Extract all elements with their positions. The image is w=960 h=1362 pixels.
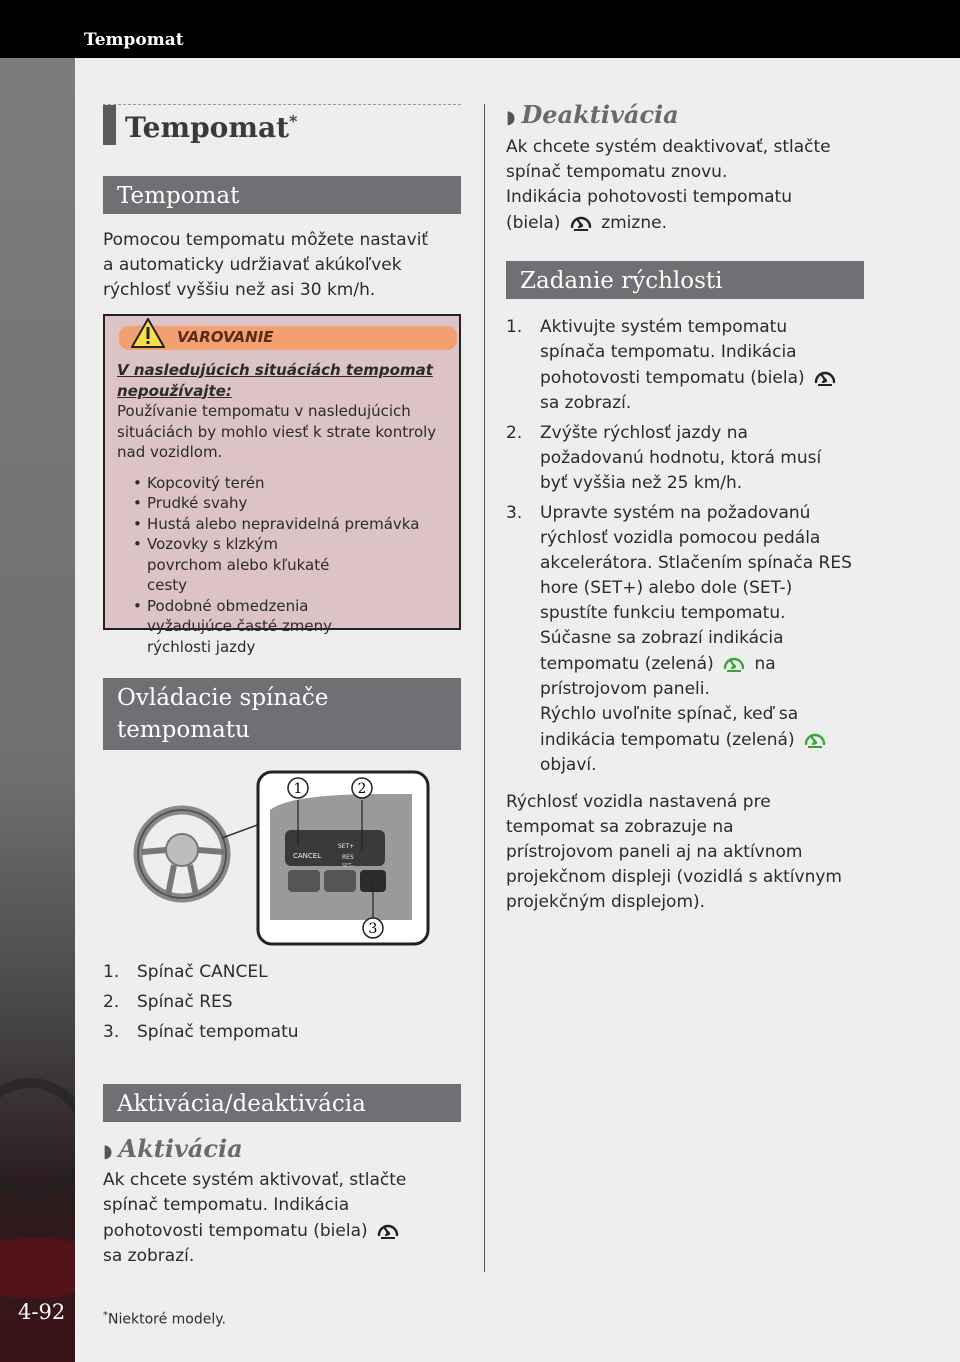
switches-heading-line: Ovládacie spínače [117,685,329,711]
column-divider [484,104,485,1272]
steering-wheel-drawing [138,810,260,898]
cruise-standby-white-icon [375,1218,401,1242]
warning-label: VAROVANIE [177,328,274,346]
switches-heading-line: tempomatu [117,717,250,743]
intro-line: a automaticky udržiavať akúkoľvek [103,255,402,275]
switch-label-cancel: CANCEL [293,852,322,860]
deactivation-paragraph: Ak chcete systém deaktivovať, stlačte spínač tempomatu znovu. Indikácia pohotovosti tempomatu (biela) zmizne. [506,137,831,233]
warning-box [103,314,461,656]
intro-paragraph [103,228,463,303]
cruise-active-green-icon [721,651,747,675]
warning-text-line: situáciách by mohlo viesť k strate kontroly [117,422,437,441]
cruise-active-green-icon [802,727,828,751]
legend-item: 2. Spínač RES [103,992,233,1012]
callout-3: 3 [368,921,378,937]
intro-line: rýchlosť vyššiu než asi 30 km/h. [103,280,376,300]
main-heading [103,104,461,144]
subheading-activation: ◗ Aktivácia [103,1134,243,1163]
switch-panel-drawing [270,794,412,920]
legend-item: 1. Spínač CANCEL [103,962,268,982]
intro-line: Pomocou tempomatu môžete nastaviť [103,230,429,250]
warning-text-line: Používanie tempomatu v nasledujúcich [117,402,411,420]
subheading-arrow-icon: ◗ [506,107,516,128]
top-header-bar [0,0,960,58]
set-speed-steps [506,315,866,778]
main-heading-asterisk: * [289,111,298,131]
steering-wheel-shape [0,1078,75,1198]
step-item: 2. Zvýšte rýchlosť jazdy na požadovanú hodnotu, ktorá musí byť vyššia než 25 km/h. [506,423,822,493]
section-heading-tempomat: Tempomat [103,176,461,214]
warning-label-bar [119,326,457,350]
subheading-arrow-icon: ◗ [103,1141,113,1162]
activation-paragraph: Ak chcete systém aktivovať, stlačte spínač tempomatu. Indikácia pohotovosti tempomatu (biela) sa zobrazí. [103,1170,407,1266]
switch-label-res: RES [342,854,354,861]
warning-heading-line: nepoužívajte: [117,381,232,400]
main-heading-bar [103,105,116,145]
seat-shape [0,1238,75,1298]
warning-triangle-icon [131,318,165,348]
section-heading-activation: Aktivácia/deaktivácia [103,1084,461,1122]
switch-legend-list [103,960,463,1045]
section-heading-switches [103,678,461,750]
main-heading-text: Tempomat [125,111,290,144]
speed-display-paragraph: Rýchlosť vozidla nastavená pre tempomat sa zobrazuje na prístrojovom paneli aj na aktívnom projekčnom displeji (vozidlá s aktívnym projekčným displejom). [506,792,842,912]
subheading-deactivation: ◗ Deaktivácia [506,100,679,129]
warning-text-line: nad vozidlom. [117,443,223,461]
warning-body [117,360,453,657]
warning-list-item: • Podobné obmedzenia vyžadujúce časté zmeny rýchlosti jazdy [127,596,377,658]
left-photo-strip [0,58,75,1362]
warning-list-item: • Kopcovitý terén [127,473,453,494]
warning-heading-line: V nasledujúcich situáciách tempomat [117,361,433,379]
step-item: 1. Aktivujte systém tempomatu spínača tempomatu. Indikácia pohotovosti tempomatu (biela) sa zobrazí. [506,315,866,416]
footnote: *Niektoré modely. [103,1310,226,1328]
warning-list-item: • Prudké svahy [127,493,453,514]
cruise-standby-white-icon [568,210,594,234]
callout-2: 2 [357,781,367,797]
page-number: 4-92 [18,1300,66,1324]
switch-label-setminus: SET– [342,863,354,869]
steering-switch-figure [130,770,430,948]
warning-list-item: • Vozovky s klzkým povrchom alebo kľukaté cesty [127,534,357,596]
legend-item: 3. Spínač tempomatu [103,1022,299,1042]
warning-list-item: • Hustá alebo nepravidelná premávka [127,514,453,535]
section-heading-set-speed: Zadanie rýchlosti [506,261,864,299]
step-item: 3. Upravte systém na požadovanú rýchlosť vozidla pomocou pedála akcelerátora. Stlačením spínača RES hore (SET+) alebo dole (SET-) spustíte funkciu tempomatu. Súčasne sa zobrazí indikácia tempomatu (zelená) na prístrojovom paneli. Rýchlo uvoľnite spínač, keď sa indikácia tempomatu (zelená) objaví. [506,503,852,775]
switch-label-setplus: SET+ [338,843,355,850]
warning-list [117,473,453,658]
cruise-standby-white-icon [812,365,838,389]
callout-1: 1 [293,781,303,797]
header-title: Tempomat [84,30,184,50]
